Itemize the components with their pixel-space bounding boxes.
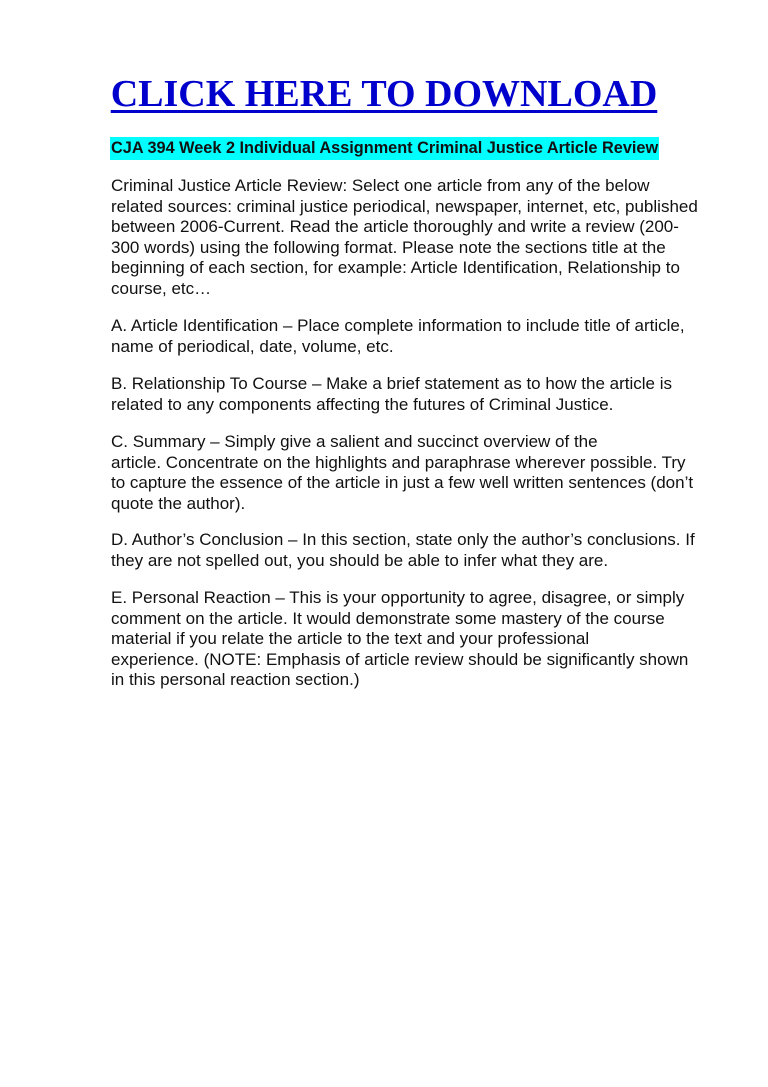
section-e-paragraph: E. Personal Reaction – This is your opportunity to agree, disagree, or simply comment on the article. It would demonstrate some mastery of the course material if you relate the article to the text and your professional experience. (NOTE: Emphasis of article review should be significantly shown in this personal reaction section.) bbox=[111, 588, 689, 690]
section-b-paragraph: B. Relationship To Course – Make a brief statement as to how the article is related to any components affecting the futures of Criminal Justice. bbox=[111, 374, 672, 414]
download-link-container bbox=[0, 72, 768, 116]
section-a-paragraph: A. Article Identification – Place complete information to include title of article, name of periodical, date, volume, etc. bbox=[111, 316, 685, 356]
download-link[interactable]: CLICK HERE TO DOWNLOAD bbox=[110, 73, 658, 115]
section-d-paragraph: D. Author’s Conclusion – In this section, state only the author’s conclusions. If they are not spelled out, you should be able to infer what they are. bbox=[111, 530, 695, 570]
section-c-paragraph: C. Summary – Simply give a salient and succinct overview of the article. Concentrate on the highlights and paraphrase wherever possible. Try to capture the essence of the article in just a few well written sentences (don’t quote the author). bbox=[111, 432, 694, 513]
assignment-heading: CJA 394 Week 2 Individual Assignment Criminal Justice Article Review bbox=[110, 137, 659, 160]
intro-paragraph: Criminal Justice Article Review: Select one article from any of the below related sources: criminal justice periodical, newspaper, internet, etc, published between 2006-Current. Read the article thoroughly and write a review (200- 300 words) using the following format. Please note the sections title at the beginning of each section, for example: Article Identification, Relationship to course, etc… bbox=[111, 176, 698, 298]
